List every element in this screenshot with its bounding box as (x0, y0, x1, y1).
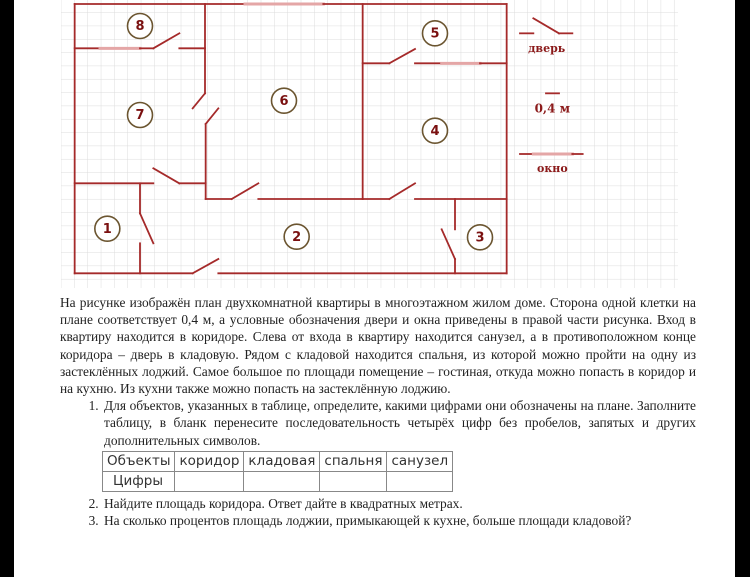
intro-paragraph: На рисунке изображён план двухкомнатной квартиры в многоэтажном жилом доме. Сторона одной клетки на плане соответствует 0,4 м, а условные обозначения двери и окна приведены в правой части рисунка. Вход в квартиру находится в коридоре. Слева от входа в квартиру находится санузел, а в противоположном конце коридора – дверь в кладовую. Рядом с кладовой находится спальня, из которой можно пройти на одну из застеклённых лоджий. Самое большое по площади помещение – гостиная, откуда можно попасть в коридор и на кухню. Из кухни также можно попасть на застеклённую лоджию. (60, 295, 696, 397)
room-number-8: 8 (135, 19, 145, 35)
room-number-7: 7 (135, 108, 145, 124)
room-number-6: 6 (279, 93, 289, 109)
questions-list (60, 397, 696, 529)
table-header-cell: санузел (387, 451, 453, 471)
answer-cell[interactable] (387, 471, 453, 491)
room-number-3: 3 (475, 230, 485, 246)
legend-window-label: окно (536, 161, 568, 175)
table-header-cell: коридор (175, 451, 244, 471)
answer-cell[interactable] (320, 471, 387, 491)
table-row-label: Цифры (103, 471, 175, 491)
question-3: 3. На сколько процентов площадь лоджии, примыкающей к кухне, больше площади кладовой? (102, 512, 696, 529)
task-text (60, 294, 696, 529)
answer-cell[interactable] (175, 471, 244, 491)
question-1: 1. Для объектов, указанных в таблице, определите, какими цифрами они обозначены на плане. Заполните таблицу, в бланк перенесите последовательность четырёх цифр без пробелов, запятых и других дополнительных символов. Объекты коридор кладовая спальня санузел Цифры (102, 397, 696, 492)
legend-door-label: дверь (528, 41, 566, 55)
table-header-cell: спальня (320, 451, 387, 471)
question-2: 2. Найдите площадь коридора. Ответ дайте в квадратных метрах. (102, 495, 696, 512)
room-number-4: 4 (430, 123, 440, 139)
room-number-1: 1 (102, 221, 112, 237)
legend-scale-label: 0,4 м (534, 101, 571, 116)
room-number-2: 2 (292, 229, 302, 245)
room-number-5: 5 (430, 26, 440, 42)
table-header-cell: Объекты (103, 451, 175, 471)
answer-table (102, 451, 453, 492)
grid (61, 0, 678, 288)
answer-cell[interactable] (244, 471, 320, 491)
table-header-cell: кладовая (244, 451, 320, 471)
